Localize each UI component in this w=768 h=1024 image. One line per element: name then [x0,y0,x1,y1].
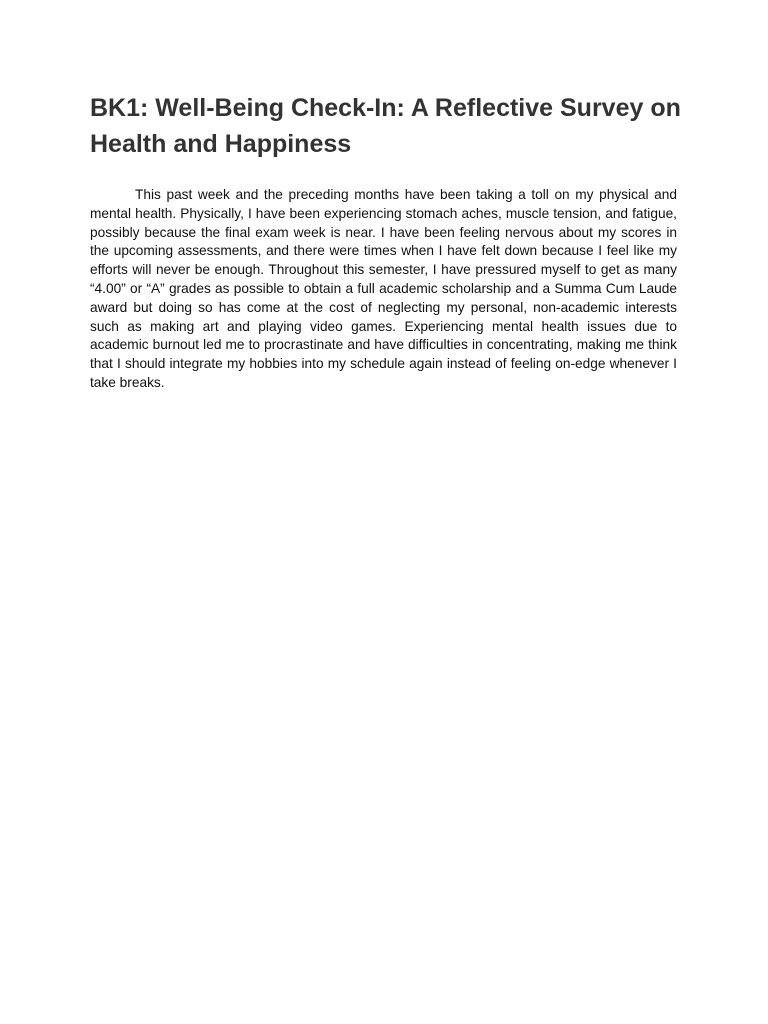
document-title: BK1: Well-Being Check-In: A Reflective Survey on Health and Happiness [90,94,681,158]
document-paragraph: This past week and the preceding months have been taking a toll on my physical and mental health. Physically, I have been experiencing stomach aches, muscle tension, and fatigue, possibly because the final exam week is near. I have been feeling nervous about my scores in the upcoming assessments, and there were times when I have felt down because I feel like my efforts will never be enough. Throughout this semester, I have pressured myself to get as many “4.00” or “A” grades as possible to obtain a full academic scholarship and a Summa Cum Laude award but doing so has come at the cost of neglecting my personal, non-academic interests such as making art and playing video games. Experiencing mental health issues due to academic burnout led me to procrastinate and have difficulties in concentrating, making me think that I should integrate my hobbies into my schedule again instead of feeling on-edge whenever I take breaks. [90,187,677,390]
